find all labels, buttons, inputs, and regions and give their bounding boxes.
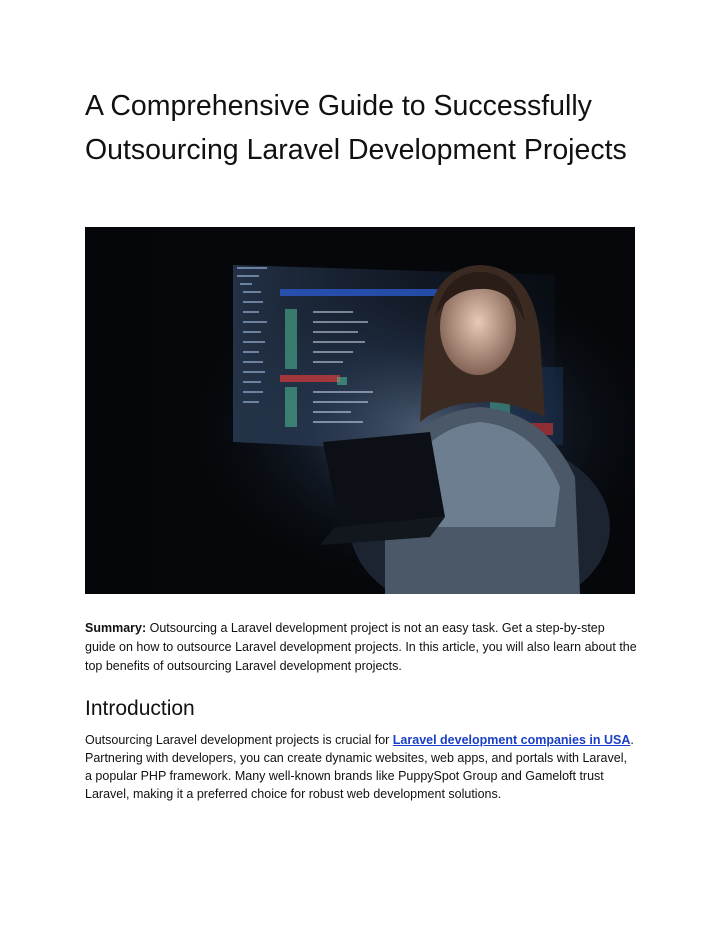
- person-with-laptop-code-overlay-photo-icon: [85, 227, 635, 594]
- summary-paragraph: [85, 619, 637, 676]
- intro-text-after: . Partnering with developers, you can create dynamic websites, web apps, and portals with Laravel, a popular PHP framework. Many well-known brands like PuppySpot Group and Gameloft trust Laravel, making it a preferred choice for robust web development solutions.: [85, 733, 634, 801]
- intro-text-before: Outsourcing Laravel development projects is crucial for: [85, 733, 393, 747]
- summary-text: Outsourcing a Laravel development project is not an easy task. Get a step-by-step guide on how to outsource Laravel development projects. In this article, you will also learn about the top benefits of outsourcing Laravel development projects.: [85, 621, 637, 673]
- hero-image: [85, 227, 635, 594]
- introduction-paragraph: [85, 731, 637, 803]
- laravel-companies-link[interactable]: Laravel development companies in USA: [392, 733, 631, 747]
- summary-label: Summary:: [85, 621, 147, 635]
- introduction-heading: Introduction: [85, 697, 195, 720]
- page-title: A Comprehensive Guide to Successfully Outsourcing Laravel Development Projects: [85, 90, 627, 166]
